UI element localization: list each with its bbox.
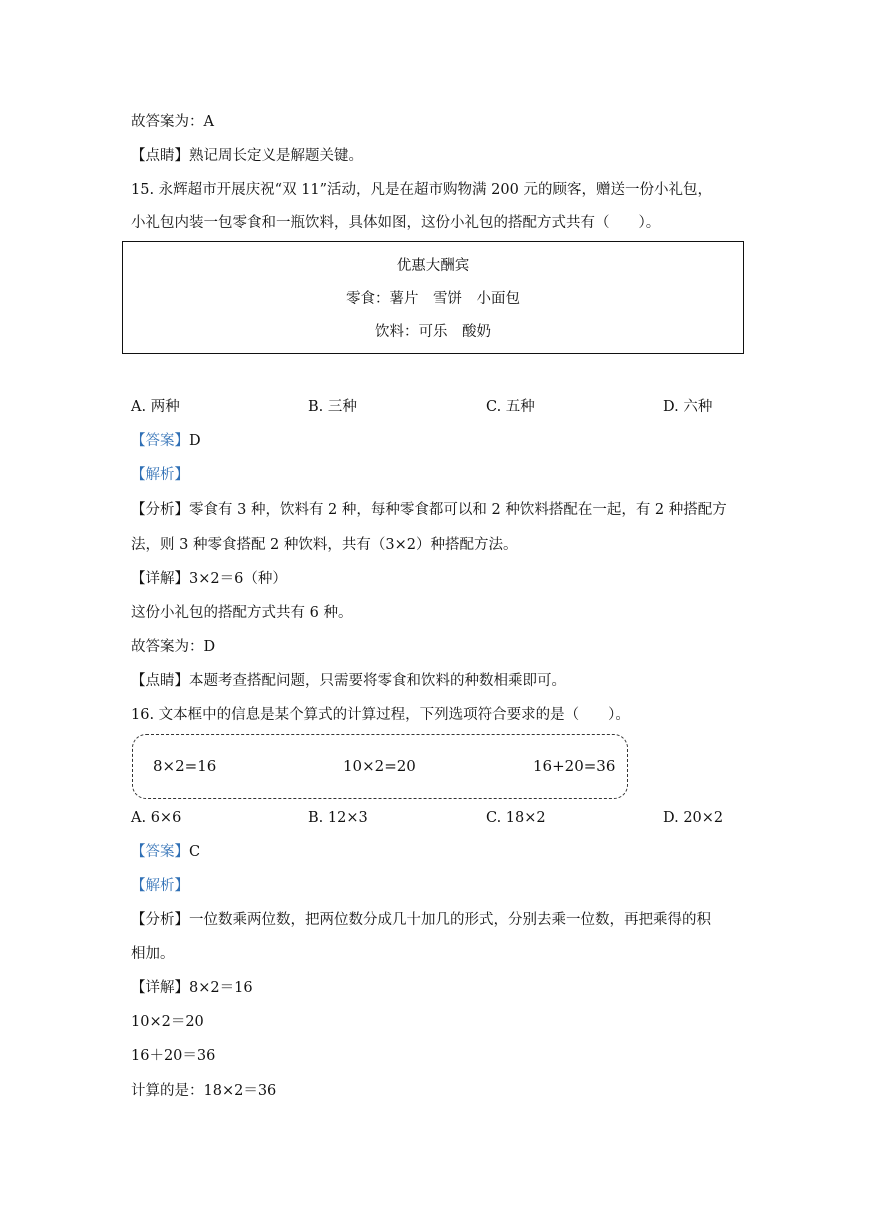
q15-conclusion-line: 这份小礼包的搭配方式共有 6 种。 — [131, 605, 353, 621]
q15-fenxi-line-2: 法，则 3 种零食搭配 2 种饮料，共有（3×2）种搭配方法。 — [131, 537, 518, 553]
promotion-box — [122, 241, 744, 354]
dianjing-text: 本题考查搭配问题，只需要将零食和饮料的种数相乘即可。 — [189, 673, 566, 689]
q16-option-d: D. 20×2 — [663, 810, 724, 826]
q16-option-b: B. 12×3 — [308, 810, 368, 826]
q16-answer-line — [131, 843, 200, 861]
calc-step-3: 16+20=36 — [533, 757, 616, 775]
q15-option-c: C. 五种 — [486, 399, 535, 415]
dianjing-tag: 【点睛】 — [131, 148, 189, 164]
q15-option-a: A. 两种 — [131, 399, 180, 415]
question-15-stem-line-2: 小礼包内装一包零食和一瓶饮料，具体如图，这份小礼包的搭配方式共有（ ）。 — [131, 215, 661, 231]
q16-option-a: A. 6×6 — [131, 810, 182, 826]
fenxi-tag: 【分析】 — [131, 912, 189, 928]
dianjing-tag: 【点睛】 — [131, 673, 189, 689]
q16-jiexi-tag: 【解析】 — [131, 878, 189, 894]
xiangjie-text: 3×2＝6（种） — [189, 571, 287, 587]
dianjing-line — [131, 147, 363, 165]
promotion-title: 优惠大酬宾 — [396, 258, 470, 274]
answer-tag: 【答案】 — [131, 433, 189, 449]
q16-fenxi-line-1 — [131, 911, 711, 929]
question-16-stem: 16. 文本框中的信息是某个算式的计算过程，下列选项符合要求的是（ ）。 — [131, 707, 630, 723]
answer-line: 故答案为：A — [131, 114, 214, 130]
q16-xiangjie-line — [131, 979, 253, 997]
promotion-snacks: 零食：薯片 雪饼 小面包 — [346, 291, 520, 307]
fenxi-tag: 【分析】 — [131, 502, 189, 518]
q16-option-c: C. 18×2 — [486, 810, 546, 826]
q16-result-line: 计算的是：18×2＝36 — [131, 1083, 277, 1099]
q16-fenxi-line-2: 相加。 — [131, 946, 175, 962]
dianjing-text: 熟记周长定义是解题关键。 — [189, 148, 363, 164]
q15-final-answer-line: 故答案为：D — [131, 639, 216, 655]
q15-xiangjie-line — [131, 570, 287, 588]
promotion-drinks: 饮料：可乐 酸奶 — [375, 324, 491, 340]
q15-jiexi-tag: 【解析】 — [131, 467, 189, 483]
calculation-box — [132, 734, 628, 799]
q16-step-line-1: 10×2＝20 — [131, 1014, 204, 1030]
answer-value: D — [189, 433, 201, 449]
xiangjie-tag: 【详解】 — [131, 980, 189, 996]
q16-step-line-2: 16＋20＝36 — [131, 1048, 216, 1064]
calc-step-2: 10×2=20 — [343, 757, 416, 775]
fenxi-text: 零食有 3 种，饮料有 2 种，每种零食都可以和 2 种饮料搭配在一起，有 2 种搭配方 — [189, 502, 727, 518]
fenxi-text: 一位数乘两位数，把两位数分成几十加几的形式，分别去乘一位数，再把乘得的积 — [189, 912, 711, 928]
q15-option-d: D. 六种 — [663, 399, 713, 415]
q15-dianjing-line — [131, 672, 566, 690]
q15-fenxi-line-1 — [131, 501, 727, 519]
q15-option-b: B. 三种 — [308, 399, 357, 415]
q15-answer-line — [131, 432, 201, 450]
answer-value: C — [189, 844, 201, 860]
xiangjie-tag: 【详解】 — [131, 571, 189, 587]
answer-tag: 【答案】 — [131, 844, 189, 860]
question-15-stem-line-1: 15. 永辉超市开展庆祝“双 11”活动，凡是在超市购物满 200 元的顾客，赠送一份小礼包， — [131, 182, 712, 198]
xiangjie-text: 8×2＝16 — [189, 980, 253, 996]
calc-step-1: 8×2=16 — [153, 757, 217, 775]
